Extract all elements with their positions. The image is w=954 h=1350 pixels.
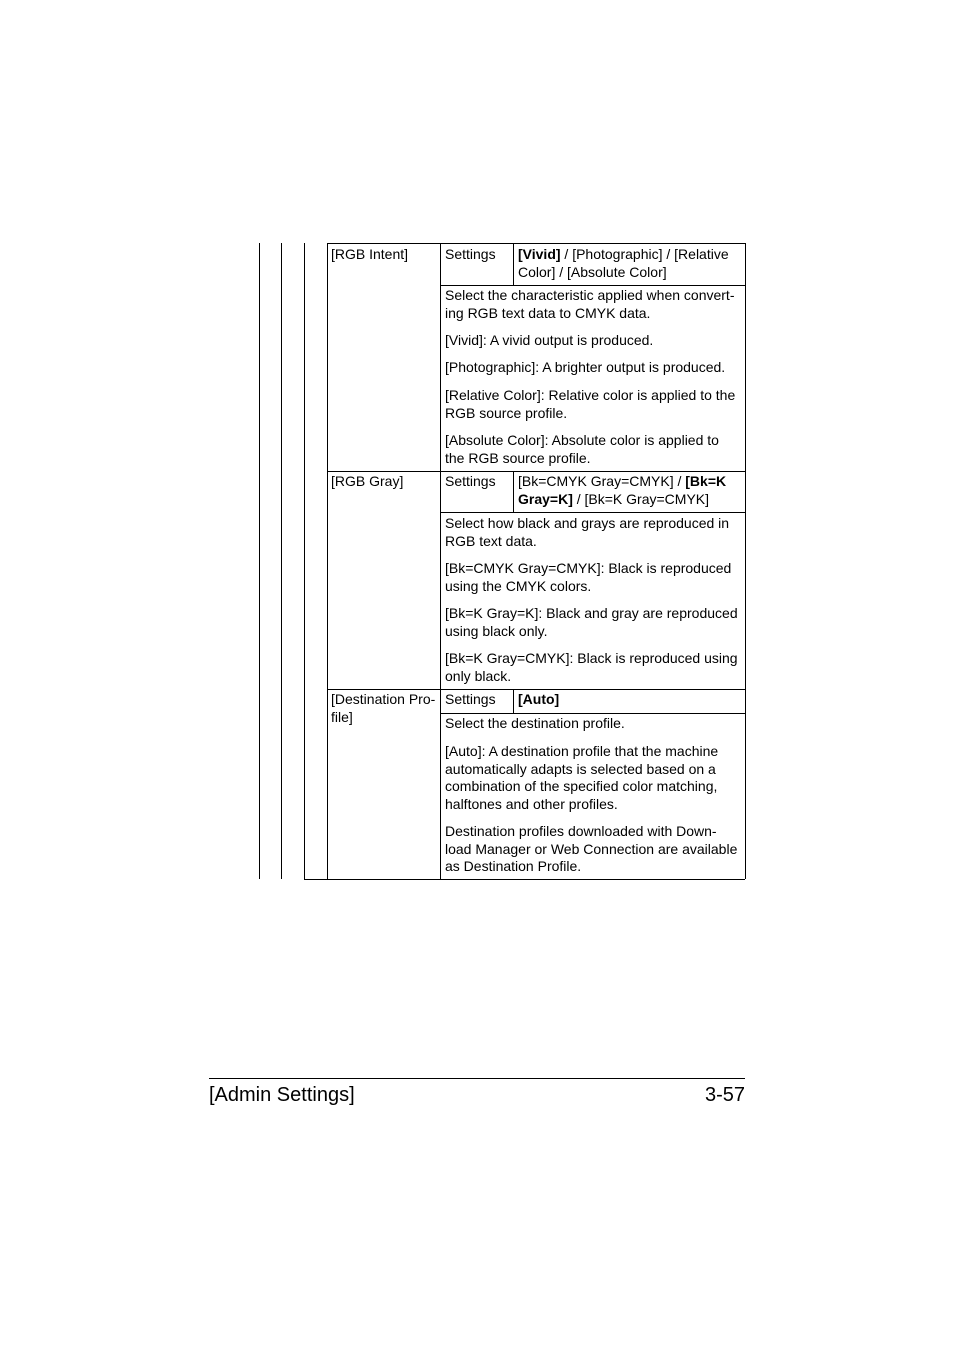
table-border (513, 471, 514, 512)
item-line: [Auto]: A destination profile that the machine (445, 743, 719, 759)
item-line: [Bk=CMYK Gray=CMYK]: Black is reproduced (445, 560, 732, 576)
label-line: [Destination Pro- (331, 691, 436, 707)
option-text: / [Bk=K Gray=CMYK] (572, 490, 710, 507)
rgb-intent-item-vivid: [Vivid]: A vivid output is produced. (445, 332, 654, 348)
table-border (327, 689, 745, 690)
table-border (513, 243, 514, 285)
default-option: [Bk=K (685, 473, 727, 489)
destination-profile-item-auto (445, 743, 718, 813)
label-line: file] (331, 708, 353, 725)
destination-profile-description: Select the destination profile. (445, 715, 625, 731)
settings-label: Settings (445, 473, 496, 489)
table-border (440, 285, 745, 286)
item-line: load Manager or Web Connection are available (445, 840, 738, 857)
default-option: [Vivid] (518, 246, 561, 262)
settings-label: Settings (445, 691, 496, 707)
table-border (745, 243, 746, 879)
footer-rule (209, 1078, 745, 1079)
item-line: only black. (445, 667, 512, 684)
item-line: using black only. (445, 622, 548, 639)
rgb-intent-item-relative (445, 387, 735, 422)
item-line: Destination profiles downloaded with Down- (445, 823, 717, 839)
item-line: combination of the specified color matching, (445, 778, 718, 794)
table-border (327, 243, 745, 244)
rgb-gray-item-k-cmyk (445, 650, 738, 685)
settings-label: Settings (445, 246, 496, 262)
rgb-gray-item-cmyk (445, 560, 731, 595)
table-border (513, 689, 514, 713)
item-line: using the CMYK colors. (445, 577, 592, 594)
item-line: automatically adapts is selected based on a (445, 760, 716, 777)
rgb-intent-item-absolute (445, 432, 719, 467)
desc-line: Select the characteristic applied when convert- (445, 287, 735, 303)
option-text: Color] / [Absolute Color] (518, 263, 667, 280)
rgb-gray-item-k-k (445, 605, 738, 640)
desc-line: ing RGB text data to CMYK data. (445, 304, 651, 321)
rgb-intent-item-photographic: [Photographic]: A brighter output is produced. (445, 359, 726, 375)
default-option: [Auto] (518, 691, 560, 707)
table-border (440, 243, 441, 879)
table-border (327, 471, 745, 472)
margin-rule (259, 243, 260, 879)
table-border (440, 713, 745, 714)
table-border (440, 512, 745, 513)
rgb-intent-description (445, 287, 734, 322)
rgb-gray-description (445, 515, 729, 550)
table-border (327, 243, 328, 879)
page-number: 3-57 (704, 1084, 745, 1106)
default-option: Gray=K] (518, 490, 573, 507)
option-text: [Bk=CMYK Gray=CMYK] / (518, 473, 686, 489)
item-line: [Absolute Color]: Absolute color is applied to (445, 432, 719, 448)
item-line: the RGB source profile. (445, 449, 591, 466)
item-line: [Relative Color]: Relative color is applied to the (445, 387, 736, 403)
destination-profile-note (445, 823, 737, 876)
item-line: [Bk=K Gray=K]: Black and gray are reproduced (445, 605, 738, 621)
item-line: [Bk=K Gray=CMYK]: Black is reproduced using (445, 650, 738, 666)
desc-line: Select how black and grays are reproduced in (445, 515, 730, 531)
rgb-intent-options (518, 246, 744, 281)
margin-rule (281, 243, 282, 879)
footer-section-title: [Admin Settings] (209, 1084, 355, 1106)
rgb-gray-options (518, 473, 744, 508)
option-text: / [Photographic] / [Relative (560, 246, 729, 262)
item-line: RGB source profile. (445, 404, 568, 421)
rgb-gray-label: [RGB Gray] (331, 473, 404, 489)
margin-rule (304, 243, 305, 879)
table-border (304, 879, 745, 880)
desc-line: RGB text data. (445, 532, 537, 549)
item-line: halftones and other profiles. (445, 795, 618, 812)
item-line: as Destination Profile. (445, 858, 582, 874)
destination-profile-label (331, 691, 435, 726)
rgb-intent-label: [RGB Intent] (331, 246, 409, 262)
